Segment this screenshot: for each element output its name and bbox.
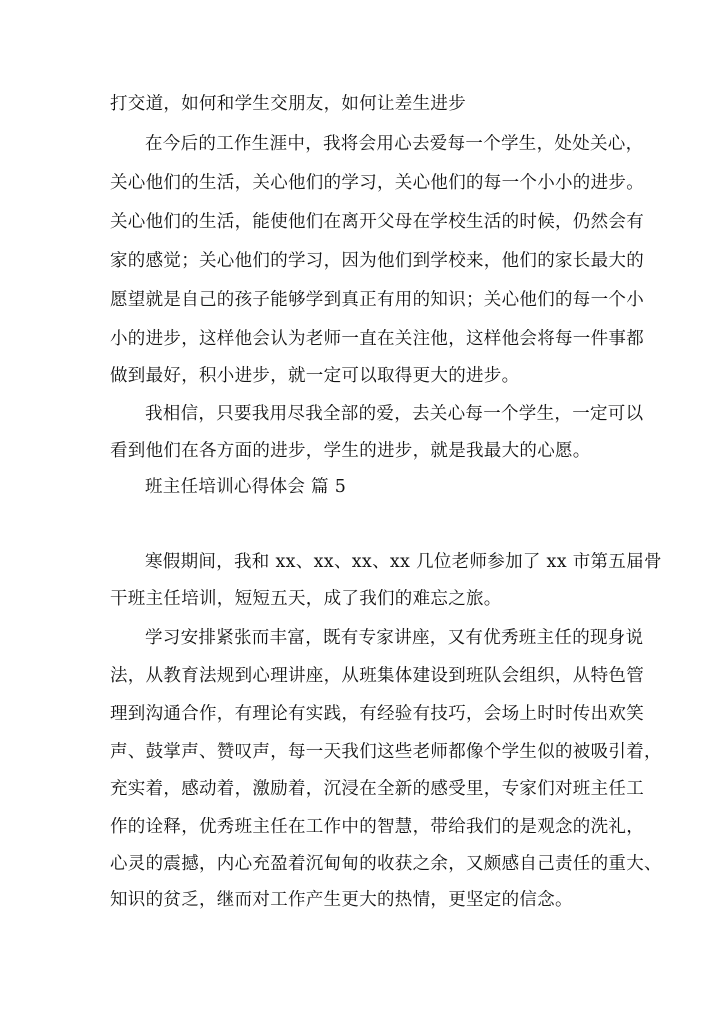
text-line: 做到最好，积小进步，就一定可以取得更大的进步。 <box>110 366 520 386</box>
text-line: 关心他们的生活，能使他们在离开父母在学校生活的时候，仍然会有 <box>110 212 644 232</box>
text-line: 理到沟通合作，有理论有实践，有经验有技巧，会场上时时传出欢笑 <box>110 704 644 724</box>
text-line: 打交道，如何和学生交朋友，如何让差生进步 <box>110 94 466 114</box>
text-line: 关心他们的生活，关心他们的学习，关心他们的每一个小小的进步。 <box>110 173 644 193</box>
text-line: 法，从教育法规到心理讲座，从班集体建设到班队会组织，从特色管 <box>110 666 644 686</box>
text-line: 在今后的工作生涯中，我将会用心去爱每一个学生，处处关心， <box>145 134 644 154</box>
text-line: 知识的贫乏，继而对工作产生更大的热情，更坚定的信念。 <box>110 890 573 910</box>
text-line: 寒假期间，我和 xx、xx、xx、xx 几位老师参加了 xx 市第五届骨 <box>145 552 662 572</box>
text-line: 学习安排紧张而丰富，既有专家讲座，又有优秀班主任的现身说 <box>145 628 644 648</box>
text-line: 小的进步，这样他会认为老师一直在关注他，这样他会将每一件事都 <box>110 329 644 349</box>
text-line: 家的感觉；关心他们的学习，因为他们到学校来，他们的家长最大的 <box>110 251 644 271</box>
text-line: 我相信，只要我用尽我全部的爱，去关心每一个学生，一定可以 <box>145 404 644 424</box>
section-heading: 班主任培训心得体会 篇 5 <box>145 477 347 497</box>
text-line: 心灵的震撼，内心充盈着沉甸甸的收获之余，又颇感自己责任的重大、 <box>110 854 662 874</box>
text-line: 充实着，感动着，激励着，沉浸在全新的感受里，专家们对班主任工 <box>110 779 644 799</box>
text-line: 作的诠释，优秀班主任在工作中的智慧，带给我们的是观念的洗礼， <box>110 817 644 837</box>
text-line: 声、鼓掌声、赞叹声，每一天我们这些老师都像个学生似的被吸引着， <box>110 742 662 762</box>
text-line: 干班主任培训，短短五天，成了我们的难忘之旅。 <box>110 589 502 609</box>
text-line: 愿望就是自己的孩子能够学到真正有用的知识；关心他们的每一个小 <box>110 290 644 310</box>
text-line: 看到他们在各方面的进步，学生的进步，就是我最大的心愿。 <box>110 441 591 461</box>
